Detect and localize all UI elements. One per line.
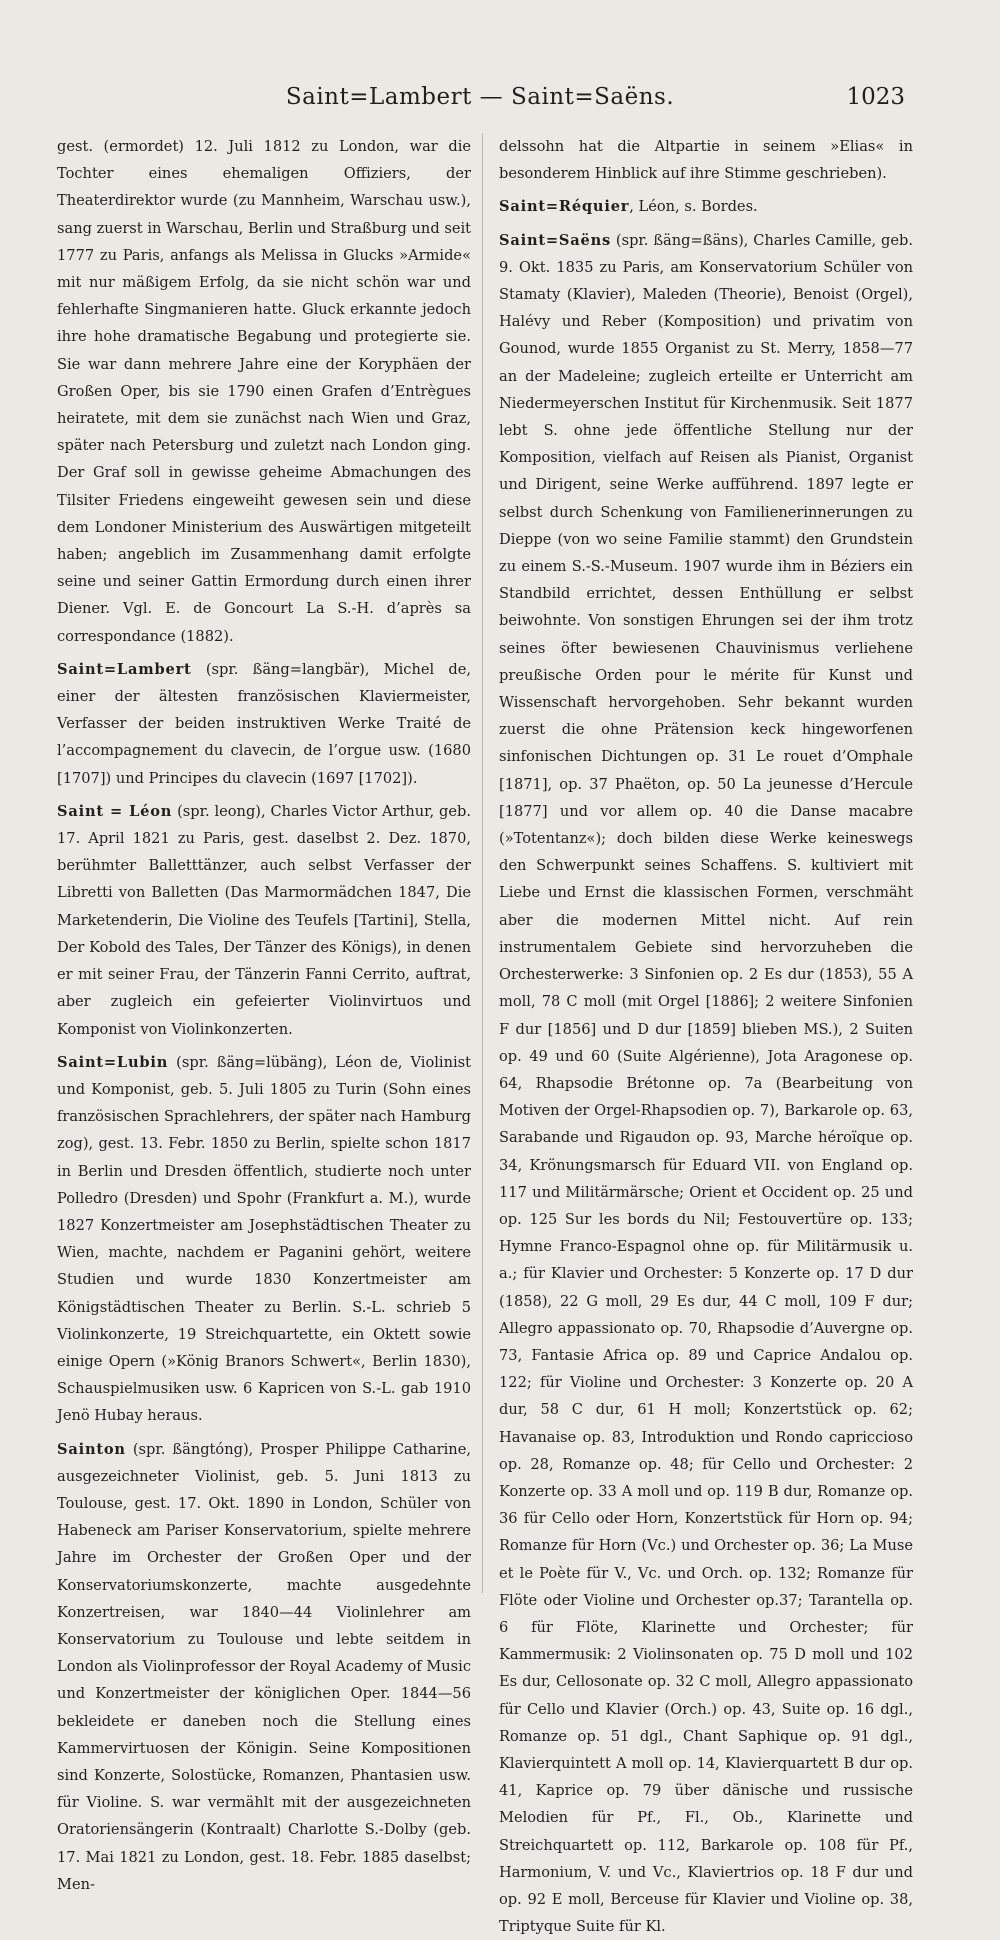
dictionary-entry	[57, 1049, 471, 1430]
entry-headword: Saint=Réquier	[499, 198, 630, 216]
entry-body: (spr. leong), Charles Victor Arthur, geb. 17. April 1821 zu Paris, gest. daselbst 2. Dez. 1870, berühmter Balletttänzer, auch selbst Verfasser der Libretti von Balletten (Das Marmormädchen 1847, Die Marketenderin, Die Violine des Teufels [Tartini], Stella, Der Kobold des Tales, Der Tänzer des Königs), in denen er mit seiner Frau, der Tänzerin Fanni Cerrito, auftrat, aber zugleich ein gefeierter Violinvirtuos und Komponist von Violinkonzerten.	[57, 802, 471, 1038]
entry-body: (spr. ßäng=lübäng), Léon de, Violinist und Komponist, geb. 5. Juli 1805 zu Turin (Sohn eines französischen Sprachlehrers, der später nach Hamburg zog), gest. 13. Febr. 1850 zu Berlin, spielte schon 1817 in Berlin und Dresden öffentlich, studierte noch unter Polledro (Dresden) und Spohr (Frankfurt a. M.), wurde 1827 Konzertmeister am Josephstädtischen Theater zu Wien, machte, nachdem er Paganini gehört, weitere Studien und wurde 1830 Konzertmeister am Königstädtischen Theater zu Berlin. S.-L. schrieb 5 Violinkonzerte, 19 Streichquartette, ein Oktett sowie einige Opern (»König Branors Schwert«, Berlin 1830), Schauspielmusiken usw. 6 Kapricen von S.-L. gab 1910 Jenö Hubay heraus.	[57, 1053, 471, 1425]
entry-body: (spr. ßängtóng), Prosper Philippe Catharine, ausgezeichneter Violinist, geb. 5. Juni 1813 zu Toulouse, gest. 17. Okt. 1890 in London, Schüler von Habeneck am Pariser Konservatorium, spielte mehrere Jahre im Orchester der Großen Oper und der Konservatoriumskonzerte, machte ausgedehnte Konzertreisen, war 1840—44 Violinlehrer am Konservatorium zu Toulouse und lebte seitdem in London als Violinprofessor der Royal Academy of Music und Konzertmeister der königlichen Oper. 1844—56 bekleidete er daneben noch die Stellung eines Kammervirtuosen der Königin. Seine Kompositionen sind Konzerte, Solostücke, Romanzen, Phantasien usw. für Violine. S. war vermählt mit der ausgezeichneten Oratoriensängerin (Kontraalt) Charlotte S.-Dolby (geb. 17. Mai 1821 zu London, gest. 18. Febr. 1885 daselbst; Men-	[57, 1440, 471, 1893]
dictionary-entry	[499, 193, 913, 220]
entry-body: (spr. ßäng=langbär), Michel de, einer der ältesten französischen Klaviermeister, Verfasser der beiden instruktiven Werke Traité de l’accompagnement du clavecin, de l’orgue usw. (1680 [1707]) und Principes du clavecin (1697 [1702]).	[57, 660, 471, 787]
dictionary-entry	[499, 227, 913, 1940]
entry-body: (spr. ßäng=ßäns), Charles Camille, geb. 9. Okt. 1835 zu Paris, am Konservatorium Schüler von Stamaty (Klavier), Maleden (Theorie), Benoist (Orgel), Halévy und Reber (Komposition) und privatim von Gounod, wurde 1855 Organist zu St. Merry, 1858—77 an der Madeleine; zugleich erteilte er Unterricht am Niedermeyerschen Institut für Kirchenmusik. Seit 1877 lebt S. ohne jede öffentliche Stellung nur der Komposition, vielfach auf Reisen als Pianist, Organist und Dirigent, seine Werke aufführend. 1897 legte er selbst durch Schenkung von Familienerinnerungen zu Dieppe (von wo seine Familie stammt) den Grundstein zu einem S.-S.-Museum. 1907 wurde ihm in Béziers ein Standbild errichtet, dessen Enthüllung er selbst beiwohnte. Von sonstigen Ehrungen sei der ihm trotz seines öfter bewiesenen Chauvinismus verliehene preußische Orden pour le mérite für Kunst und Wissenschaft hervorgehoben. Sehr bekannt wurden zuerst die ohne Prätension keck hingeworfenen sinfonischen Dichtungen op. 31 Le rouet d’Omphale [1871], op. 37 Phaëton, op. 50 La jeunesse d’Hercule [1877] und vor allem op. 40 die Danse macabre (»Totentanz«); doch bilden diese Werke keineswegs den Schwerpunkt seines Schaffens. S. kultiviert mit Liebe und Ernst die klassischen Formen, verschmäht aber die modernen Mittel nicht. Auf rein instrumentalem Gebiete sind hervorzuheben die Orchesterwerke: 3 Sinfonien op. 2 Es dur (1853), 55 A moll, 78 C moll (mit Orgel [1886]; 2 weitere Sinfonien F dur [1856] und D dur [1859] blieben MS.), 2 Suiten op. 49 und 60 (Suite Algérienne), Jota Aragonese op. 64, Rhapsodie Brétonne op. 7a (Bearbeitung von Motiven der Orgel-Rhapsodien op. 7), Barkarole op. 63, Sarabande und Rigaudon op. 93, Marche héroïque op. 34, Krönungsmarsch für Eduard VII. von England op. 117 und Militärmärsche; Orient et Occident op. 25 und op. 125 Sur les bords du Nil; Festouvertüre op. 133; Hymne Franco-Espagnol ohne op. für Militärmusik u. a.; für Klavier und Orchester: 5 Konzerte op. 17 D dur (1858), 22 G moll, 29 Es dur, 44 C moll, 109 F dur; Allegro appassionato op. 70, Rhapsodie d’Auvergne op. 73, Fantasie Africa op. 89 und Caprice Andalou op. 122; für Violine und Orchester: 3 Konzerte op. 20 A dur, 58 C dur, 61 H moll; Konzertstück op. 62; Havanaise op. 83, Introduktion und Rondo capriccioso op. 28, Romanze op. 48; für Cello und Orchester: 2 Konzerte op. 33 A moll und op. 119 B dur, Romanze op. 36 für Cello oder Horn, Konzertstück für Horn op. 94; Romanze für Horn (Vc.) und Orchester op. 36; La Muse et le Poète für V., Vc. und Orch. op. 132; Romanze für Flöte oder Violine und Orchester op.37; Tarantella op. 6 für Flöte, Klarinette und Orchester; für Kammermusik: 2 Violinsonaten op. 75 D moll und 102 Es dur, Cellosonate op. 32 C moll, Allegro appassionato für Cello und Klavier (Orch.) op. 43, Suite op. 16 dgl., Romanze op. 51 dgl., Chant Saphique op. 91 dgl., Klavierquintett A moll op. 14, Klavierquartett B dur op. 41, Kaprice op. 79 über dänische und russische Melodien für Pf., Fl., Ob., Klarinette und Streichquartett op. 112, Barkarole op. 108 für Pf., Harmonium, V. und Vc., Klaviertrios op. 18 F dur und op. 92 E moll, Berceuse für Klavier und Violine op. 38, Triptyque Suite für Kl.	[499, 231, 913, 1936]
entry-headword: Saint=Lambert	[57, 660, 192, 678]
dictionary-entry	[57, 798, 471, 1043]
entry-headword: Sainton	[57, 1440, 126, 1458]
dictionary-entry	[57, 1436, 471, 1898]
running-title: Saint=Lambert — Saint=Saëns.	[285, 84, 675, 110]
right-column	[499, 133, 913, 1936]
page-number: 1023	[846, 84, 905, 110]
entry-body: , Léon, s. Bordes.	[629, 198, 758, 216]
entry-headword: Saint=Lubin	[57, 1053, 169, 1071]
entry-headword: Saint = Léon	[57, 802, 173, 820]
column-divider	[482, 133, 483, 1593]
continuation-text: delssohn hat die Altpartie in seinem »Elias« in besonderem Hinblick auf ihre Stimme geschrieben).	[499, 138, 913, 183]
left-column	[57, 133, 471, 1893]
entry-headword: Saint=Saëns	[499, 231, 612, 249]
dictionary-entry	[57, 656, 471, 792]
page-header	[55, 84, 905, 120]
continuation-text: gest. (ermordet) 12. Juli 1812 zu London, war die Tochter eines ehemaligen Offiziers, der Theaterdirektor wurde (zu Mannheim, Warschau usw.), sang zuerst in Warschau, Berlin und Straßburg und seit 1777 zu Paris, anfangs als Melissa in Glucks »Armide« mit nur mäßigem Erfolg, da sie nicht schön war und fehlerhafte Singmanieren hatte. Gluck erkannte jedoch ihre hohe dramatische Begabung und protegierte sie. Sie war dann mehrere Jahre eine der Koryphäen der Großen Oper, bis sie 1790 einen Grafen d’Entrègues heiratete, mit dem sie zunächst nach Wien und Graz, später nach Petersburg und zuletzt nach London ging. Der Graf soll in gewisse geheime Abmachungen des Tilsiter Friedens eingeweiht gewesen sein und diese dem Londoner Ministerium des Auswärtigen mitgeteilt haben; angeblich im Zusammenhang damit erfolgte seine und seiner Gattin Ermordung durch einen ihrer Diener. Vgl. E. de Goncourt La S.-H. d’après sa correspondance (1882).	[57, 138, 471, 645]
